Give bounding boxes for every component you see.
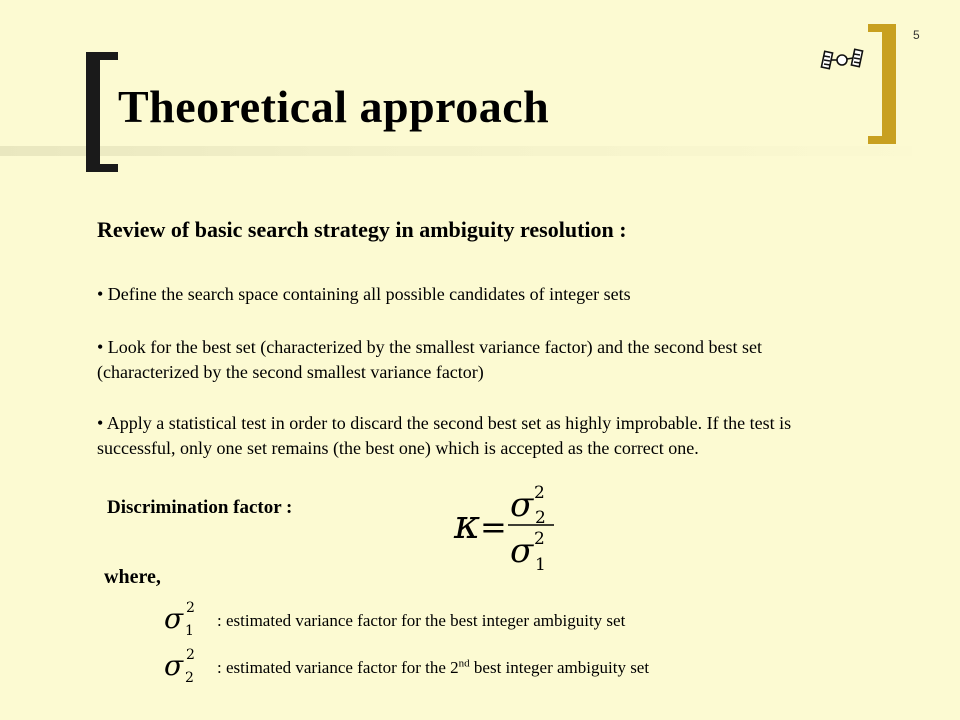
svg-text:2: 2 xyxy=(186,647,195,663)
where-label: where, xyxy=(104,566,161,588)
slide-title: Theoretical approach xyxy=(118,81,550,132)
svg-text:σ: σ xyxy=(164,649,184,682)
formula-numerator-sigma: σ xyxy=(510,485,534,525)
sigma2-symbol xyxy=(160,645,210,685)
svg-text:1: 1 xyxy=(185,623,194,638)
discrimination-formula xyxy=(450,480,570,575)
bullet-look-for-best-set: • Look for the best set (characterized by the smallest variance factor) and the second best set (characterized by the second smallest variance factor) xyxy=(97,337,763,382)
formula-kappa: κ xyxy=(454,502,481,548)
formula-equals: = xyxy=(480,508,507,546)
formula-numerator-sup: 2 xyxy=(534,483,545,503)
bullet-apply-statistical-test: • Apply a statistical test in order to discard the second best set as highly improbable. If the test is successful, only one set remains (the best one) which is accepted as the correct one. xyxy=(97,413,792,458)
right-bracket-decoration xyxy=(868,24,896,144)
formula-denominator-sup: 2 xyxy=(534,529,545,549)
bullet-define-search-space: • Define the search space containing all possible candidates of integer sets xyxy=(97,284,631,304)
left-bracket-decoration xyxy=(86,52,118,172)
definition-sigma2-text: : estimated variance factor for the 2nd best integer ambiguity set xyxy=(217,657,650,677)
formula-numerator-sub: 2 xyxy=(535,508,546,528)
definition-sigma1 xyxy=(160,598,860,638)
decorative-horizontal-bar xyxy=(0,146,912,156)
formula-denominator-sigma: σ xyxy=(510,531,534,571)
page-number: 5 xyxy=(913,28,920,42)
svg-text:2: 2 xyxy=(185,670,194,685)
section-subtitle: Review of basic search strategy in ambiguity resolution : xyxy=(97,217,627,242)
svg-text:2: 2 xyxy=(186,600,195,616)
formula-denominator-sub: 1 xyxy=(535,555,546,575)
definition-sigma2 xyxy=(160,645,860,685)
sigma1-symbol xyxy=(160,598,210,638)
satellite-logo-icon xyxy=(820,44,864,74)
definition-sigma1-text: : estimated variance factor for the best integer ambiguity set xyxy=(217,611,626,630)
discrimination-factor-label: Discrimination factor : xyxy=(107,497,293,518)
svg-text:σ: σ xyxy=(164,602,184,635)
